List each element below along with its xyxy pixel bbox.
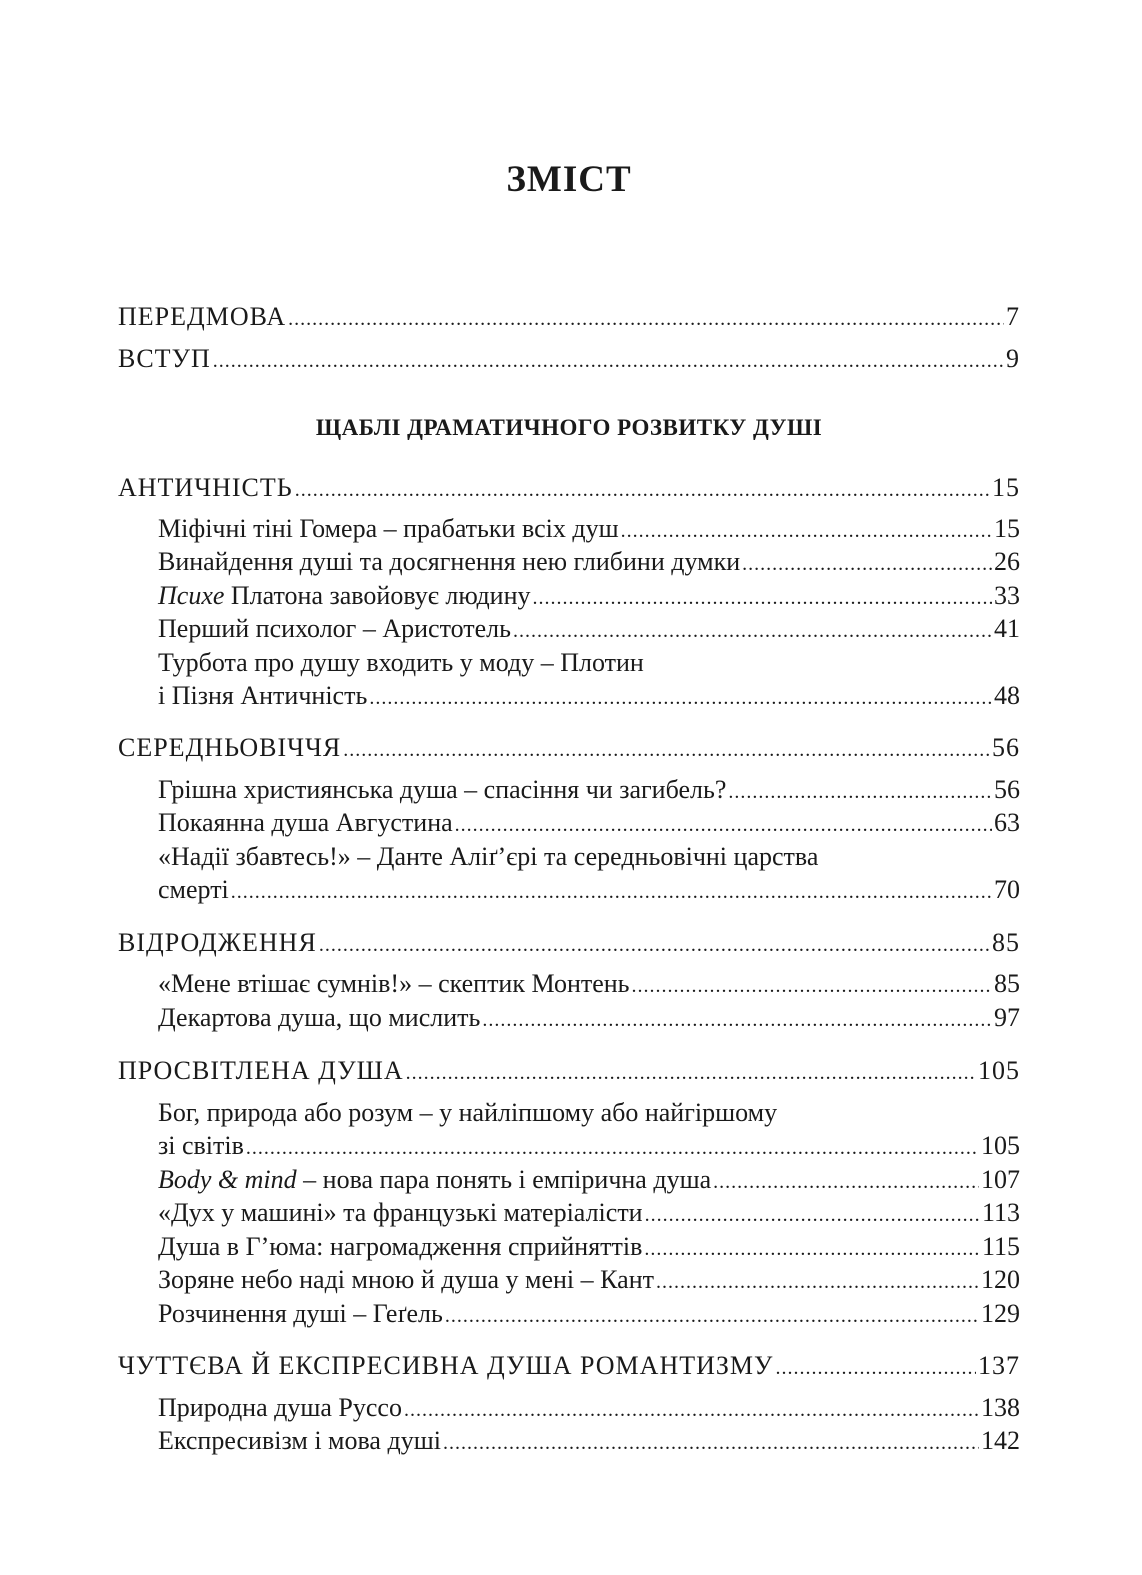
- toc-page-number: 56: [992, 733, 1020, 762]
- leader-dots: [482, 1000, 992, 1040]
- toc-page-number: 70: [994, 875, 1020, 904]
- toc-label: Декартова душа, що мислить: [158, 1003, 481, 1032]
- toc-label-rest: Платона завойовує людину: [224, 581, 531, 610]
- toc-subentry: [158, 676, 1020, 716]
- toc-page-number: 107: [981, 1165, 1020, 1194]
- toc-label: ВІДРОДЖЕННЯ: [118, 928, 317, 957]
- toc-page-number: 97: [994, 1003, 1020, 1032]
- leader-dots: [343, 730, 990, 770]
- toc-label: і Пізня Античність: [158, 681, 368, 710]
- toc-page-number: 56: [994, 775, 1020, 804]
- leader-dots: [369, 678, 992, 718]
- toc-label: смерті: [158, 875, 229, 904]
- toc-chapter-romanticism: [118, 1346, 1020, 1386]
- toc-page-number: 9: [1006, 344, 1020, 373]
- leader-dots: [443, 1423, 979, 1463]
- leader-dots: [445, 1296, 979, 1336]
- toc-page-number: 105: [978, 1056, 1020, 1085]
- toc-page-number: 63: [994, 808, 1020, 837]
- toc-page-number: 15: [992, 473, 1020, 502]
- toc-page-number: 115: [981, 1232, 1020, 1261]
- toc-label: ЧУТТЄВА Й ЕКСПРЕСИВНА ДУША РОМАНТИЗМУ: [118, 1351, 774, 1380]
- toc-label: «Надії збавтесь!» – Данте Аліґ’єрі та середньовічні царства: [158, 842, 819, 871]
- toc-label-italic: Body & mind: [158, 1165, 297, 1194]
- toc-page-number: 85: [994, 969, 1020, 998]
- leader-dots: [319, 925, 990, 965]
- toc-page-number: 138: [981, 1393, 1020, 1422]
- toc-label: Експресивізм і мова душі: [158, 1426, 441, 1455]
- toc-subentry: [158, 870, 1020, 910]
- leader-dots: [231, 872, 992, 912]
- toc-label: Розчинення душі – Геґель: [158, 1299, 443, 1328]
- leader-dots: [406, 1053, 976, 1093]
- toc-label: Грішна християнська душа – спасіння чи загибель?: [158, 775, 727, 804]
- toc-page-number: 48: [994, 681, 1020, 710]
- leader-dots: [213, 341, 1004, 381]
- toc-label: ПРОСВІТЛЕНА ДУША: [118, 1056, 404, 1085]
- toc-page-number: 41: [994, 614, 1020, 643]
- toc-label: ВСТУП: [118, 344, 211, 373]
- toc-label: Міфічні тіні Гомера – прабатьки всіх душ: [158, 514, 619, 543]
- toc-label: «Дух у машині» та французькі матеріалісти: [158, 1198, 643, 1227]
- toc-page-number: 120: [981, 1265, 1020, 1294]
- toc-subentry: [158, 998, 1020, 1038]
- toc-page-number: 129: [981, 1299, 1020, 1328]
- toc-chapter-middle-ages: [118, 728, 1020, 768]
- leader-dots: [295, 470, 990, 510]
- toc-chapter-antiquity: [118, 468, 1020, 508]
- toc-page-number: 113: [981, 1198, 1020, 1227]
- leader-dots: [775, 1348, 976, 1388]
- page-title: ЗМІСТ: [506, 159, 632, 200]
- toc-label: Турбота про душу входить у моду – Плотин: [158, 648, 644, 677]
- part-heading: ЩАБЛІ ДРАМАТИЧНОГО РОЗВИТКУ ДУШІ: [315, 415, 823, 440]
- toc-subentry: [158, 1421, 1020, 1461]
- toc-label: Перший психолог – Аристотель: [158, 614, 511, 643]
- toc-page-number: 137: [978, 1351, 1020, 1380]
- toc-page-number: 33: [994, 581, 1020, 610]
- toc-entry-intro: [118, 339, 1020, 379]
- toc-label: Покаянна душа Августина: [158, 808, 453, 837]
- toc-label-italic: Психе: [158, 581, 225, 610]
- leader-dots: [288, 299, 1004, 339]
- toc-label: АНТИЧНІСТЬ: [118, 473, 293, 502]
- toc-chapter-renaissance: [118, 923, 1020, 963]
- toc-page-number: 7: [1006, 302, 1020, 331]
- toc-label: СЕРЕДНЬОВІЧЧЯ: [118, 733, 342, 762]
- toc-label: Бог, природа або розум – у найліпшому або найгіршому: [158, 1098, 778, 1127]
- toc-page-number: 142: [981, 1426, 1020, 1455]
- toc-label-rest: – нова пара понять і емпірична душа: [296, 1165, 712, 1194]
- toc-page-number: 26: [994, 547, 1020, 576]
- toc-chapter-enlightened: [118, 1051, 1020, 1091]
- toc-page-number: 105: [981, 1131, 1020, 1160]
- toc-label: Зоряне небо наді мною й душа у мені – Кант: [158, 1265, 654, 1294]
- toc-label: Душа в Г’юма: нагромадження сприйняттів: [158, 1232, 643, 1261]
- toc-entry-preface: [118, 297, 1020, 337]
- toc-label: зі світів: [158, 1131, 244, 1160]
- toc-label: ПЕРЕДМОВА: [118, 302, 287, 331]
- toc-page-number: 85: [992, 928, 1020, 957]
- toc-subentry: [158, 1294, 1020, 1334]
- toc-label: Природна душа Руссо: [158, 1393, 402, 1422]
- toc-label: «Мене втішає сумнів!» – скептик Монтень: [158, 969, 630, 998]
- toc-page-number: 15: [994, 514, 1020, 543]
- toc-label: Винайдення душі та досягнення нею глибини думки: [158, 547, 741, 576]
